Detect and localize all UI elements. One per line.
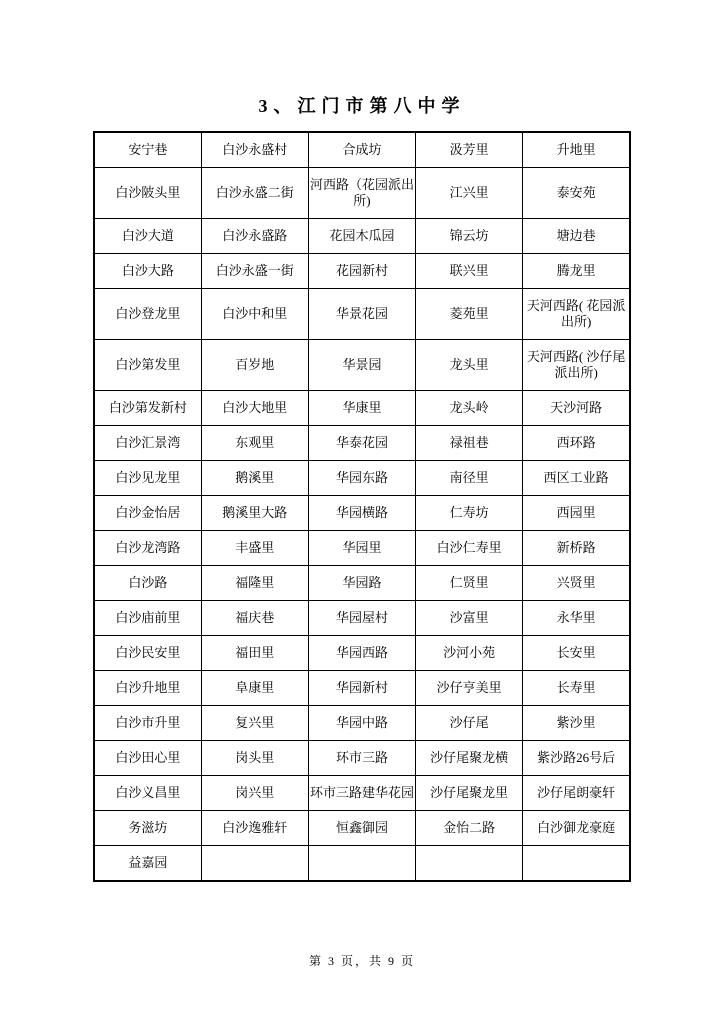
- table-cell: 白沙永盛二街: [201, 168, 308, 219]
- table-cell: 百岁地: [201, 340, 308, 391]
- table-cell: 东观里: [201, 426, 308, 461]
- table-cell: 长安里: [523, 636, 630, 671]
- table-cell: 白沙仁寿里: [416, 531, 523, 566]
- table-cell: 福隆里: [201, 566, 308, 601]
- table-cell: 白沙永盛村: [201, 132, 308, 168]
- table-cell: 福田里: [201, 636, 308, 671]
- table-cell: 白沙陂头里: [94, 168, 201, 219]
- table-row: [94, 706, 630, 741]
- table-cell: [523, 846, 630, 882]
- table-cell: 白沙第发新村: [94, 391, 201, 426]
- table-cell: 华景园: [308, 340, 415, 391]
- table-row: [94, 219, 630, 254]
- table-cell: 岗头里: [201, 741, 308, 776]
- table-cell: 华园中路: [308, 706, 415, 741]
- table-cell: 白沙登龙里: [94, 289, 201, 340]
- table-cell: 华园东路: [308, 461, 415, 496]
- table-row: [94, 496, 630, 531]
- table-cell: 河西路（花园派出所): [308, 168, 415, 219]
- table-cell: 紫沙里: [523, 706, 630, 741]
- table-cell: 白沙田心里: [94, 741, 201, 776]
- table-cell: 华康里: [308, 391, 415, 426]
- table-cell: 白沙路: [94, 566, 201, 601]
- table-cell: 泰安苑: [523, 168, 630, 219]
- table-cell: 合成坊: [308, 132, 415, 168]
- table-cell: 白沙金怡居: [94, 496, 201, 531]
- table-cell: 白沙汇景湾: [94, 426, 201, 461]
- table-row: [94, 636, 630, 671]
- table-cell: 白沙逸雅轩: [201, 811, 308, 846]
- table-cell: 天河西路( 花园派出所): [523, 289, 630, 340]
- table-cell: 华园西路: [308, 636, 415, 671]
- table-row: [94, 566, 630, 601]
- table-cell: 仁贤里: [416, 566, 523, 601]
- table-cell: 福庆巷: [201, 601, 308, 636]
- table-cell: 禄祖巷: [416, 426, 523, 461]
- table-row: [94, 671, 630, 706]
- table-cell: 白沙市升里: [94, 706, 201, 741]
- table-row: [94, 168, 630, 219]
- table-cell: 白沙大道: [94, 219, 201, 254]
- table-cell: 紫沙路26号后: [523, 741, 630, 776]
- table-row: [94, 531, 630, 566]
- table-cell: 金怡二路: [416, 811, 523, 846]
- page-title: 3、江门市第八中学: [258, 96, 466, 116]
- table-row: [94, 461, 630, 496]
- table-cell: 白沙庙前里: [94, 601, 201, 636]
- table-cell: 白沙永盛路: [201, 219, 308, 254]
- table-row: [94, 289, 630, 340]
- table-cell: 白沙龙湾路: [94, 531, 201, 566]
- table-row: [94, 811, 630, 846]
- table-cell: 沙仔尾: [416, 706, 523, 741]
- table-cell: 安宁巷: [94, 132, 201, 168]
- table-cell: 华园横路: [308, 496, 415, 531]
- page-footer: 第 3 页，共 9 页: [308, 954, 415, 968]
- table-cell: 沙仔亨美里: [416, 671, 523, 706]
- streets-table: [93, 131, 631, 882]
- table-row: [94, 426, 630, 461]
- table-cell: 沙仔尾聚龙里: [416, 776, 523, 811]
- table-cell: 白沙见龙里: [94, 461, 201, 496]
- table-row: [94, 846, 630, 882]
- table-cell: 华泰花园: [308, 426, 415, 461]
- table-cell: 南径里: [416, 461, 523, 496]
- table-cell: 环市三路: [308, 741, 415, 776]
- table-cell: [416, 846, 523, 882]
- table-cell: 龙头岭: [416, 391, 523, 426]
- table-cell: 复兴里: [201, 706, 308, 741]
- table-row: [94, 776, 630, 811]
- table-cell: 联兴里: [416, 254, 523, 289]
- table-cell: 新桥路: [523, 531, 630, 566]
- table-cell: 白沙大地里: [201, 391, 308, 426]
- table-cell: 务滋坊: [94, 811, 201, 846]
- table-cell: 天河西路( 沙仔尾派出所): [523, 340, 630, 391]
- table-cell: 锦云坊: [416, 219, 523, 254]
- table-cell: 花园新村: [308, 254, 415, 289]
- table-cell: 白沙御龙豪庭: [523, 811, 630, 846]
- table-cell: [308, 846, 415, 882]
- table-cell: 华景花园: [308, 289, 415, 340]
- table-cell: 汲芳里: [416, 132, 523, 168]
- table-row: [94, 601, 630, 636]
- table-cell: 沙仔尾聚龙横: [416, 741, 523, 776]
- table-cell: 丰盛里: [201, 531, 308, 566]
- table-cell: 岗兴里: [201, 776, 308, 811]
- table-cell: 沙仔尾朗豪轩: [523, 776, 630, 811]
- table-cell: 沙富里: [416, 601, 523, 636]
- table-cell: 白沙中和里: [201, 289, 308, 340]
- table-cell: 华园里: [308, 531, 415, 566]
- table-cell: 龙头里: [416, 340, 523, 391]
- table-cell: 升地里: [523, 132, 630, 168]
- table-cell: 白沙大路: [94, 254, 201, 289]
- table-cell: 阜康里: [201, 671, 308, 706]
- table-cell: 花园木瓜园: [308, 219, 415, 254]
- table-cell: 天沙河路: [523, 391, 630, 426]
- table-cell: [201, 846, 308, 882]
- table-cell: 鹅溪里大路: [201, 496, 308, 531]
- table-row: [94, 741, 630, 776]
- table-cell: 菱苑里: [416, 289, 523, 340]
- table-row: [94, 391, 630, 426]
- table-cell: 恒鑫御园: [308, 811, 415, 846]
- table-cell: 华园路: [308, 566, 415, 601]
- table-row: [94, 132, 630, 168]
- table-cell: 沙河小苑: [416, 636, 523, 671]
- table-cell: 白沙永盛一街: [201, 254, 308, 289]
- table-cell: 仁寿坊: [416, 496, 523, 531]
- table-cell: 兴贤里: [523, 566, 630, 601]
- table-cell: 鹅溪里: [201, 461, 308, 496]
- table-cell: 白沙民安里: [94, 636, 201, 671]
- table-cell: 白沙升地里: [94, 671, 201, 706]
- table-cell: 西园里: [523, 496, 630, 531]
- table-cell: 西区工业路: [523, 461, 630, 496]
- streets-table-body: [94, 132, 630, 881]
- table-row: [94, 254, 630, 289]
- table-cell: 环市三路建华花园: [308, 776, 415, 811]
- table-cell: 西环路: [523, 426, 630, 461]
- table-cell: 塘边巷: [523, 219, 630, 254]
- table-cell: 腾龙里: [523, 254, 630, 289]
- table-cell: 白沙义昌里: [94, 776, 201, 811]
- table-cell: 白沙第发里: [94, 340, 201, 391]
- table-cell: 江兴里: [416, 168, 523, 219]
- table-cell: 永华里: [523, 601, 630, 636]
- table-cell: 华园屋村: [308, 601, 415, 636]
- table-cell: 益嘉园: [94, 846, 201, 882]
- table-cell: 长寿里: [523, 671, 630, 706]
- table-cell: 华园新村: [308, 671, 415, 706]
- table-row: [94, 340, 630, 391]
